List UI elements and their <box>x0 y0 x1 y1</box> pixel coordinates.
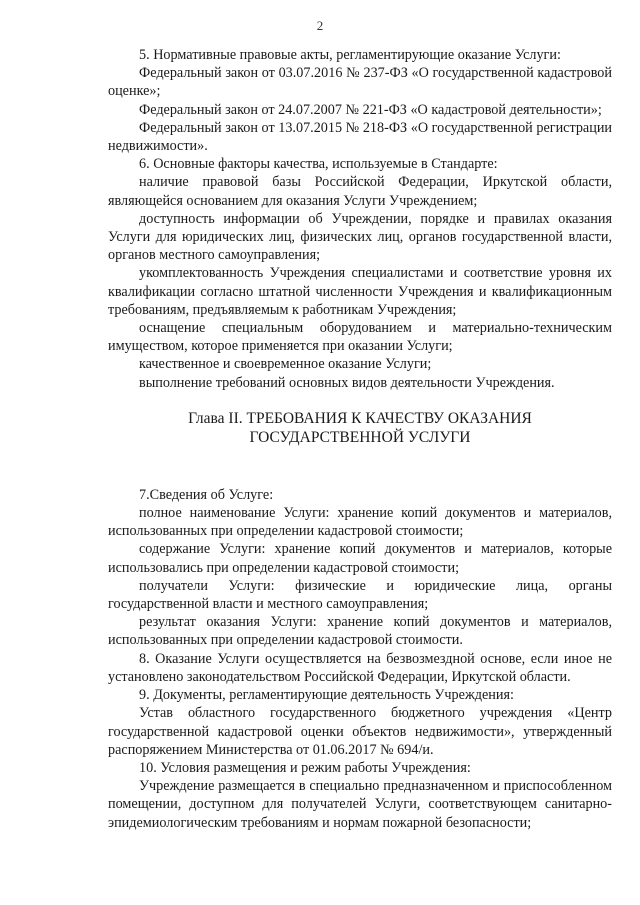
service-info-item: результат оказания Услуги: хранение копий документов и материалов, использованных при определении кадастровой стоимости. <box>108 614 612 649</box>
service-info-item: содержание Услуги: хранение копий документов и материалов, которые использовались при определении кадастровой стоимости; <box>108 541 612 576</box>
page-number: 2 <box>316 18 324 33</box>
section-9-text: Устав областного государственного бюджетного учреждения «Центр государственной кадастровой оценки объектов недвижимости», утвержденный распоряжением Министерства от 01.06.2017 № 694/и. <box>108 705 612 758</box>
quality-factor-item: выполнение требований основных видов деятельности Учреждения. <box>139 374 555 391</box>
service-info-item: получатели Услуги: физические и юридические лица, органы государственной власти и местного самоуправления; <box>108 577 612 613</box>
section-8-paragraph: 8. Оказание Услуги осуществляется на безвозмездной основе, если иное не установлено законодательством Российской Федерации, Иркутской области. <box>108 650 612 685</box>
section-7-heading: 7.Сведения об Услуге: <box>139 486 274 503</box>
section-6-heading: 6. Основные факторы качества, используемые в Стандарте: <box>139 156 498 173</box>
service-info-item: полное наименование Услуги: хранение копий документов и материалов, использованных при определении кадастровой стоимости; <box>108 505 612 540</box>
chapter-title <box>108 409 612 447</box>
quality-factor-item: укомплектованность Учреждения специалистами и соответствие уровня их квалификации согласно штатной численности Учреждения и квалификационным требованиям, предъявляемым к работникам Учреждения; <box>108 265 612 318</box>
law-item: Федеральный закон от 03.07.2016 № 237-ФЗ «О государственной кадастровой оценке»; <box>108 65 612 100</box>
quality-factor-item: оснащение специальным оборудованием и материально-техническим имуществом, которое применяется при оказании Услуги; <box>108 320 612 355</box>
chapter-title-line-2: ГОСУДАРСТВЕННОЙ УСЛУГИ <box>249 428 471 446</box>
section-9-heading: 9. Документы, регламентирующие деятельность Учреждения: <box>139 687 514 704</box>
section-10-heading: 10. Условия размещения и режим работы Учреждения: <box>139 759 471 776</box>
chapter-title-line-1: Глава II. ТРЕБОВАНИЯ К КАЧЕСТВУ ОКАЗАНИЯ <box>188 409 532 427</box>
quality-factor-item: качественное и своевременное оказание Услуги; <box>139 356 432 373</box>
quality-factor-item: наличие правовой базы Российской Федерации, Иркутской области, являющейся основанием для оказания Услуги Учреждением; <box>108 174 612 209</box>
law-item: Федеральный закон от 13.07.2015 № 218-ФЗ «О государственной регистрации недвижимости». <box>108 119 612 155</box>
section-5-heading: 5. Нормативные правовые акты, регламентирующие оказание Услуги: <box>139 47 561 63</box>
quality-factor-item: доступность информации об Учреждении, порядке и правилах оказания Услуги для юридических лиц, физических лиц, органов государственной власти, органов местного самоуправления; <box>108 210 612 264</box>
section-10-text: Учреждение размещается в специально предназначенном и приспособленном помещении, доступном для получателей Услуги, соответствующем санитарно-эпидемиологическим требованиям и нормам пожарной безопасности; <box>108 778 612 831</box>
document-body <box>108 46 612 832</box>
law-item: Федеральный закон от 24.07.2007 № 221-ФЗ «О кадастровой деятельности»; <box>139 101 602 118</box>
